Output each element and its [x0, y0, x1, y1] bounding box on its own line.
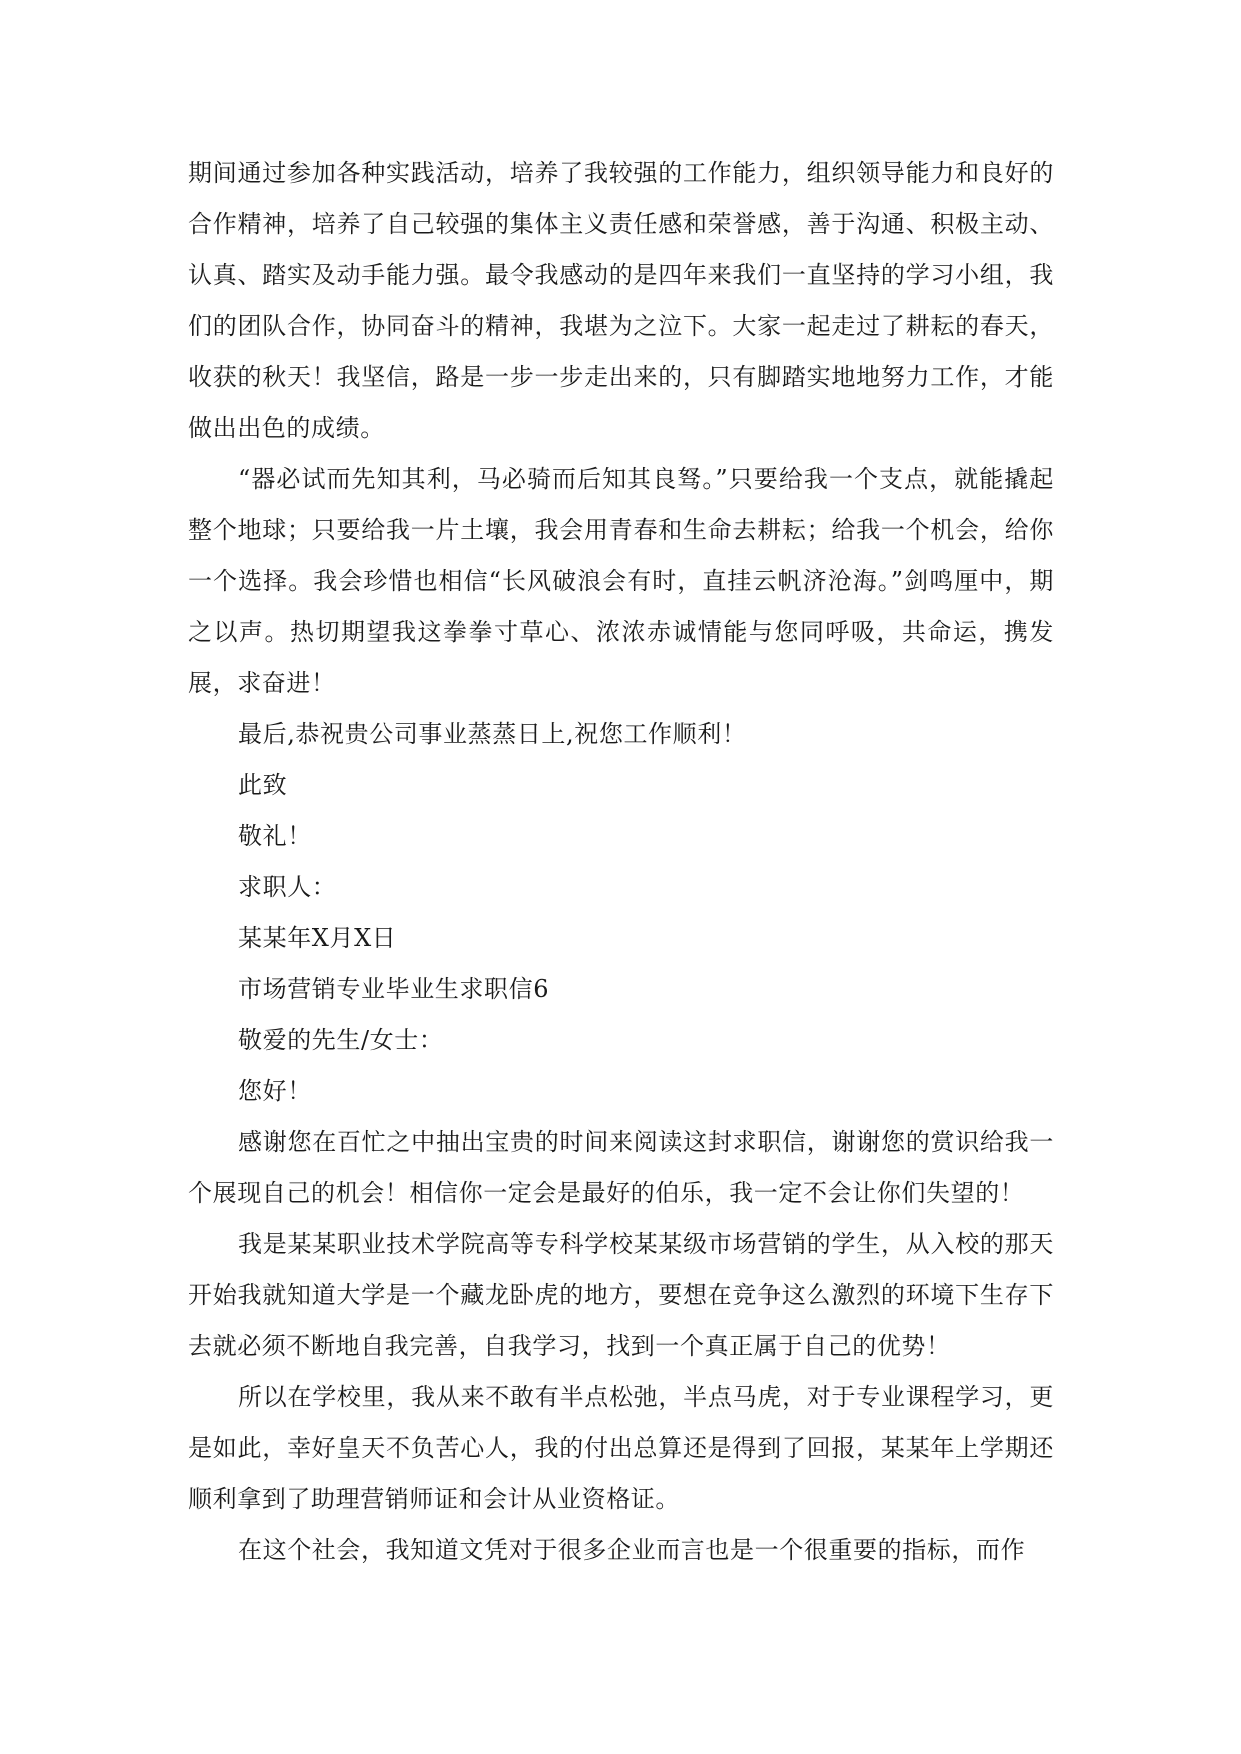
document-page: [188, 148, 1054, 1576]
greeting-line: 敬爱的先生/女士：: [238, 1026, 444, 1054]
salutation-cizhi: 此致: [238, 771, 288, 799]
applicant-label: 求职人：: [238, 873, 337, 901]
body-paragraph: 我是某某职业技术学院高等专科学校某某级市场营销的学生，从入校的那天开始我就知道大学是一个藏龙卧虎的地方，要想在竞争这么激烈的环境下生存下去就必须不断地自我完善，自我学习，找到一个真正属于自己的优势！: [188, 1230, 1054, 1360]
section-title: 市场营销专业毕业生求职信6: [238, 975, 550, 1003]
body-paragraph: 所以在学校里，我从来不敢有半点松弛，半点马虎，对于专业课程学习，更是如此，幸好皇天不负苦心人，我的付出总算还是得到了回报，某某年上学期还顺利拿到了助理营销师证和会计从业资格证。: [188, 1383, 1054, 1513]
date-line: 某某年X月X日: [238, 924, 397, 952]
salutation-jingli: 敬礼！: [238, 822, 312, 850]
body-paragraph: “器必试而先知其利，马必骑而后知其良驽。”只要给我一个支点，就能撬起整个地球；只要给我一片土壤，我会用青春和生命去耕耘；给我一个机会，给你一个选择。我会珍惜也相信“长风破浪会有时，直挂云帆济沧海。”剑鸣厘中，期之以声。热切期望我这拳拳寸草心、浓浓赤诚情能与您同呼吸，共命运，携发展，求奋进！: [188, 465, 1054, 697]
hello-line: 您好！: [238, 1077, 312, 1105]
closing-wishes: 最后,恭祝贵公司事业蒸蒸日上,祝您工作顺利！: [238, 720, 747, 748]
body-paragraph: 期间通过参加各种实践活动，培养了我较强的工作能力，组织领导能力和良好的合作精神，培养了自己较强的集体主义责任感和荣誉感，善于沟通、积极主动、认真、踏实及动手能力强。最令我感动的是四年来我们一直坚持的学习小组，我们的团队合作，协同奋斗的精神，我堪为之泣下。大家一起走过了耕耘的春天，收获的秋天！我坚信，路是一步一步走出来的，只有脚踏实地地努力工作，才能做出出色的成绩。: [188, 159, 1054, 442]
body-paragraph: 在这个社会，我知道文凭对于很多企业而言也是一个很重要的指标，而作: [238, 1536, 1026, 1564]
body-paragraph: 感谢您在百忙之中抽出宝贵的时间来阅读这封求职信，谢谢您的赏识给我一个展现自己的机会！相信你一定会是最好的伯乐，我一定不会让你们失望的！: [188, 1128, 1054, 1207]
